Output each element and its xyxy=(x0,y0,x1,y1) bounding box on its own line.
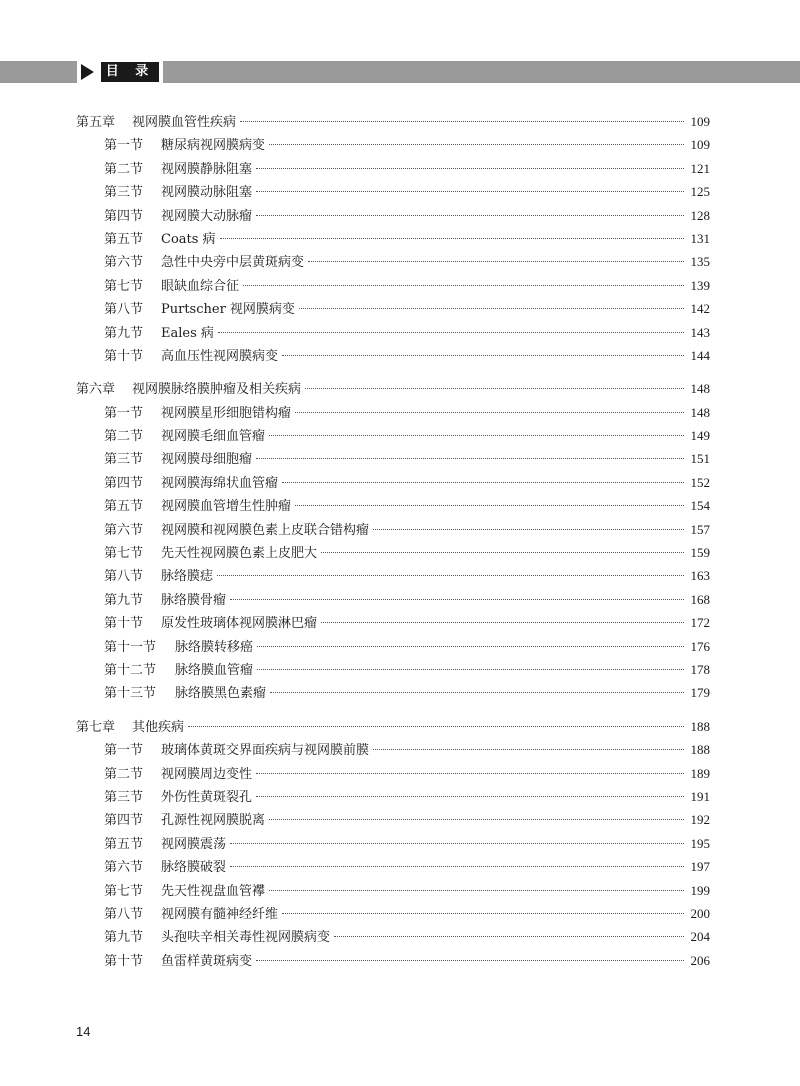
section-number: 第八节 xyxy=(104,569,144,585)
section-page: 157 xyxy=(690,521,710,537)
section-number: 第九节 xyxy=(104,325,144,341)
section-page: 143 xyxy=(690,324,710,340)
section-number: 第三节 xyxy=(104,185,144,201)
section-number: 第一节 xyxy=(104,405,144,421)
header-bar xyxy=(0,61,800,83)
dot-leader xyxy=(230,866,684,867)
dot-leader xyxy=(282,482,684,483)
toc-section-row[interactable] xyxy=(76,274,710,297)
dot-leader xyxy=(220,238,684,239)
toc-section-row[interactable] xyxy=(76,681,710,704)
section-title: 头孢呋辛相关毒性视网膜病变 xyxy=(161,930,331,946)
toc-section-row[interactable] xyxy=(76,204,710,227)
section-page: 128 xyxy=(690,207,710,223)
section-number: 第六节 xyxy=(104,860,144,876)
toc-section-row[interactable] xyxy=(76,832,710,855)
section-page: 121 xyxy=(690,160,710,176)
section-number: 第九节 xyxy=(104,930,144,946)
dot-leader xyxy=(217,575,684,576)
header-bar-left xyxy=(0,61,77,83)
toc-section-row[interactable] xyxy=(76,471,710,494)
section-number: 第八节 xyxy=(104,906,144,922)
dot-leader xyxy=(243,285,684,286)
section-number: 第七节 xyxy=(104,546,144,562)
section-number: 第二节 xyxy=(104,161,144,177)
section-title: Coats 病 xyxy=(161,231,216,247)
section-number: 第七节 xyxy=(104,883,144,899)
section-number: 第二节 xyxy=(104,429,144,445)
dot-leader xyxy=(256,191,684,192)
section-title: 视网膜动脉阻塞 xyxy=(161,185,253,201)
section-number: 第十节 xyxy=(104,953,144,969)
section-page: 139 xyxy=(690,277,710,293)
toc-section-row[interactable] xyxy=(76,949,710,972)
section-title: 脉络膜破裂 xyxy=(161,860,227,876)
dot-leader xyxy=(257,646,684,647)
section-page: 149 xyxy=(690,428,710,444)
section-title: 玻璃体黄斑交界面疾病与视网膜前膜 xyxy=(161,743,370,759)
section-title: 视网膜有髓神经纤维 xyxy=(161,906,279,922)
toc-section-row[interactable] xyxy=(76,401,710,424)
dot-leader xyxy=(295,412,684,413)
section-page: 204 xyxy=(690,929,710,945)
section-page: 178 xyxy=(690,661,710,677)
section-page: 195 xyxy=(690,835,710,851)
toc-chapter-row[interactable] xyxy=(76,377,710,400)
dot-leader xyxy=(269,819,684,820)
toc-chapter-row[interactable] xyxy=(76,715,710,738)
toc-section-row[interactable] xyxy=(76,611,710,634)
toc-section-row[interactable] xyxy=(76,879,710,902)
chapter-title: 视网膜脉络膜肿瘤及相关疾病 xyxy=(132,382,302,398)
toc-section-row[interactable] xyxy=(76,344,710,367)
section-page: 152 xyxy=(690,474,710,490)
dot-leader xyxy=(256,215,684,216)
dot-leader xyxy=(299,308,684,309)
section-page: 109 xyxy=(690,137,710,153)
section-page: 135 xyxy=(690,254,710,270)
chapter-title: 其他疾病 xyxy=(132,719,185,735)
section-page: 188 xyxy=(690,742,710,758)
section-title: 视网膜血管增生性肿瘤 xyxy=(161,499,292,515)
section-number: 第十二节 xyxy=(104,662,157,678)
section-title: 眼缺血综合征 xyxy=(161,278,240,294)
section-page: 168 xyxy=(690,591,710,607)
section-title: 视网膜海绵状血管瘤 xyxy=(161,475,279,491)
section-number: 第十节 xyxy=(104,348,144,364)
toc-section-row[interactable] xyxy=(76,227,710,250)
section-title: 脉络膜骨瘤 xyxy=(161,592,227,608)
section-page: 189 xyxy=(690,765,710,781)
chapter-page: 188 xyxy=(690,718,710,734)
section-title: 先天性视网膜色素上皮肥大 xyxy=(161,546,318,562)
section-title: 孔源性视网膜脱离 xyxy=(161,813,266,829)
toc-section-row[interactable] xyxy=(76,447,710,470)
section-title: 脉络膜痣 xyxy=(161,569,214,585)
section-number: 第六节 xyxy=(104,255,144,271)
section-title: 视网膜震荡 xyxy=(161,836,227,852)
section-page: 192 xyxy=(690,812,710,828)
section-title: 视网膜静脉阻塞 xyxy=(161,161,253,177)
section-title: 高血压性视网膜病变 xyxy=(161,348,279,364)
dot-leader xyxy=(240,121,684,122)
dot-leader xyxy=(321,622,684,623)
dot-leader xyxy=(282,355,684,356)
section-title: 视网膜毛细血管瘤 xyxy=(161,429,266,445)
dot-leader xyxy=(270,692,684,693)
section-number: 第五节 xyxy=(104,231,144,247)
dot-leader xyxy=(373,529,684,530)
section-title: 急性中央旁中层黄斑病变 xyxy=(161,255,305,271)
section-title: 原发性玻璃体视网膜淋巴瘤 xyxy=(161,616,318,632)
toc-section-row[interactable] xyxy=(76,518,710,541)
toc-section-row[interactable] xyxy=(76,494,710,517)
dot-leader xyxy=(188,726,684,727)
chapter-number: 第五章 xyxy=(76,115,116,130)
section-title: Purtscher 视网膜病变 xyxy=(161,302,295,318)
chapter-page: 148 xyxy=(690,381,710,397)
chapter-title: 视网膜血管性疾病 xyxy=(132,115,237,130)
section-number: 第九节 xyxy=(104,592,144,608)
dot-leader xyxy=(334,936,684,937)
section-page: 151 xyxy=(690,451,710,467)
section-number: 第八节 xyxy=(104,302,144,318)
toc-section-row[interactable] xyxy=(76,250,710,273)
section-title: 视网膜大动脉瘤 xyxy=(161,208,253,224)
section-page: 154 xyxy=(690,498,710,514)
toc-section-row[interactable] xyxy=(76,902,710,925)
section-page: 148 xyxy=(690,404,710,420)
table-of-contents xyxy=(76,110,710,972)
section-page: 206 xyxy=(690,952,710,968)
dot-leader xyxy=(282,913,684,914)
toc-chapter-row[interactable] xyxy=(76,110,710,133)
chapter-number: 第六章 xyxy=(76,382,116,398)
section-page: 200 xyxy=(690,905,710,921)
section-number: 第三节 xyxy=(104,452,144,468)
section-page: 131 xyxy=(690,230,710,246)
section-number: 第四节 xyxy=(104,208,144,224)
toc-section-row[interactable] xyxy=(76,157,710,180)
section-number: 第七节 xyxy=(104,278,144,294)
section-title: 脉络膜转移癌 xyxy=(175,639,254,655)
dot-leader xyxy=(256,960,684,961)
dot-leader xyxy=(373,749,684,750)
section-number: 第六节 xyxy=(104,522,144,538)
section-page: 144 xyxy=(690,347,710,363)
section-title: 先天性视盘血管襻 xyxy=(161,883,266,899)
section-number: 第一节 xyxy=(104,743,144,759)
section-title: Eales 病 xyxy=(161,325,214,341)
section-number: 第五节 xyxy=(104,499,144,515)
dot-leader xyxy=(256,168,684,169)
chapter-number: 第七章 xyxy=(76,719,116,735)
section-page: 172 xyxy=(690,615,710,631)
dot-leader xyxy=(269,890,684,891)
dot-leader xyxy=(305,388,684,389)
toc-section-row[interactable] xyxy=(76,855,710,878)
section-title: 视网膜周边变性 xyxy=(161,766,253,782)
section-number: 第三节 xyxy=(104,789,144,805)
toc-section-row[interactable] xyxy=(76,424,710,447)
dot-leader xyxy=(256,458,684,459)
play-arrow-icon xyxy=(81,64,94,80)
section-number: 第五节 xyxy=(104,836,144,852)
dot-leader xyxy=(295,505,684,506)
section-page: 179 xyxy=(690,685,710,701)
dot-leader xyxy=(257,669,684,670)
toc-section-row[interactable] xyxy=(76,635,710,658)
section-number: 第一节 xyxy=(104,138,144,154)
toc-section-row[interactable] xyxy=(76,588,710,611)
section-page: 199 xyxy=(690,882,710,898)
toc-section-row[interactable] xyxy=(76,925,710,948)
toc-label: 目 录 xyxy=(101,62,159,82)
toc-section-row[interactable] xyxy=(76,297,710,320)
section-title: 脉络膜黑色素瘤 xyxy=(175,686,267,702)
section-page: 142 xyxy=(690,301,710,317)
dot-leader xyxy=(269,435,684,436)
toc-section-row[interactable] xyxy=(76,321,710,344)
section-page: 176 xyxy=(690,638,710,654)
dot-leader xyxy=(230,599,684,600)
dot-leader xyxy=(269,144,684,145)
header-bar-right xyxy=(163,61,800,83)
section-page: 191 xyxy=(690,788,710,804)
section-title: 视网膜和视网膜色素上皮联合错构瘤 xyxy=(161,522,370,538)
toc-section-row[interactable] xyxy=(76,738,710,761)
section-page: 159 xyxy=(690,545,710,561)
dot-leader xyxy=(308,261,684,262)
section-title: 外伤性黄斑裂孔 xyxy=(161,789,253,805)
toc-section-row[interactable] xyxy=(76,564,710,587)
section-page: 197 xyxy=(690,859,710,875)
section-title: 视网膜星形细胞错构瘤 xyxy=(161,405,292,421)
section-number: 第四节 xyxy=(104,813,144,829)
toc-section-row[interactable] xyxy=(76,808,710,831)
toc-section-row[interactable] xyxy=(76,658,710,681)
section-number: 第十三节 xyxy=(104,686,157,702)
section-number: 第四节 xyxy=(104,475,144,491)
dot-leader xyxy=(230,843,684,844)
section-page: 163 xyxy=(690,568,710,584)
dot-leader xyxy=(256,773,684,774)
section-title: 糖尿病视网膜病变 xyxy=(161,138,266,154)
dot-leader xyxy=(218,332,684,333)
toc-section-row[interactable] xyxy=(76,762,710,785)
section-title: 视网膜母细胞瘤 xyxy=(161,452,253,468)
section-number: 第二节 xyxy=(104,766,144,782)
section-title: 脉络膜血管瘤 xyxy=(175,662,254,678)
toc-section-row[interactable] xyxy=(76,785,710,808)
section-number: 第十一节 xyxy=(104,639,157,655)
section-number: 第十节 xyxy=(104,616,144,632)
toc-section-row[interactable] xyxy=(76,180,710,203)
section-page: 125 xyxy=(690,184,710,200)
dot-leader xyxy=(321,552,684,553)
toc-section-row[interactable] xyxy=(76,133,710,156)
section-title: 鱼雷样黄斑病变 xyxy=(161,953,253,969)
chapter-page: 109 xyxy=(690,114,710,129)
toc-section-row[interactable] xyxy=(76,541,710,564)
page-number: 14 xyxy=(76,1024,91,1039)
dot-leader xyxy=(256,796,684,797)
